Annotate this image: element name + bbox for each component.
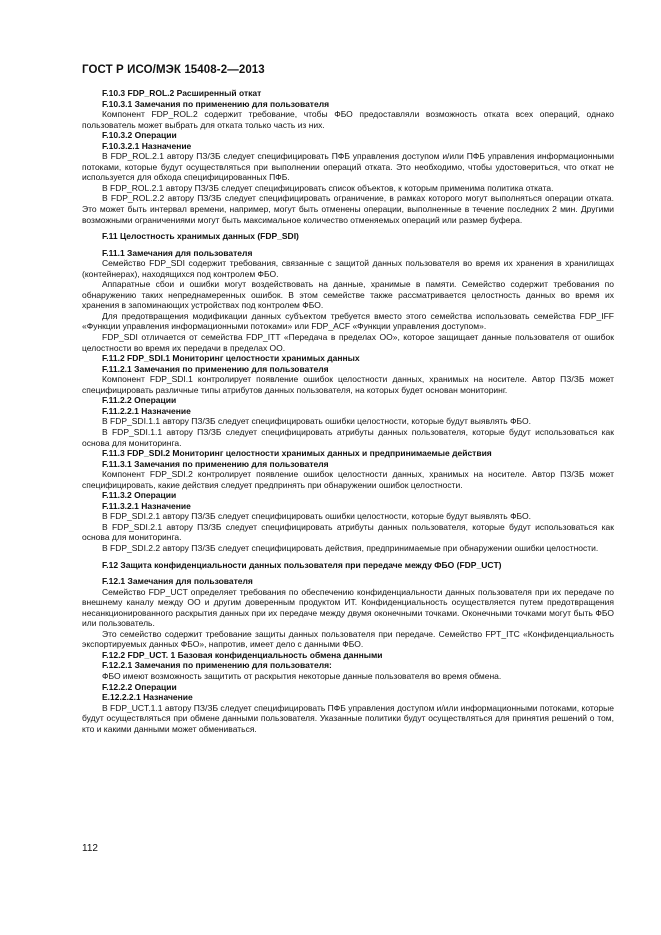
paragraph: В FDP_SDI.2.2 автору ПЗ/ЗБ следует специфицировать действия, предпринимаемые при обнаружении ошибки целостности.: [102, 542, 599, 553]
paragraph: Это семейство содержит требование защиты данных пользователя при передаче. Семейство FPT_ITC «Конфиденциальность экспортируемых данных ФБО», напротив, имеет дело с данными ФБО.: [82, 628, 614, 650]
section-heading: F.12 Защита конфиденциальности данных пользователя при передаче между ФБО (FDP_UCT): [102, 559, 502, 570]
section-heading: F.11.1 Замечания для пользователя: [102, 247, 253, 258]
section-heading: F.10.3.2.1 Назначение: [102, 140, 192, 151]
paragraph: В FDP_ROL.2.1 автору ПЗ/ЗБ следует специфицировать список объектов, к которым применима политика отката.: [102, 182, 554, 193]
section-heading: F.11.3.2 Операции: [102, 490, 177, 501]
paragraph: В FDP_SDI.1.1 автору ПЗ/ЗБ следует специфицировать ошибки целостности, которые будут выявлять ФБО.: [102, 416, 531, 427]
paragraph: ФБО имеют возможность защитить от раскрытия некоторые данные пользователя во время обмена.: [102, 670, 502, 681]
paragraph: Семейство FDP_UCT определяет требования по обеспечению конфиденциальности данных пользователя при их передаче по внешнему каналу между ОО и другим доверенным продуктом ИТ. Конфиденциальность осуществляется путем предотвращения несанкционированного раскрытия данных при их передаче между двумя оконечными точками. Оконечными точками могут быть ФБО или пользователь.: [82, 586, 614, 629]
section-heading: F.11.3 FDP_SDI.2 Мониторинг целостности хранимых данных и предпринимаемые действия: [102, 448, 492, 459]
section-heading: F.12.2 FDP_UCT. 1 Базовая конфиденциальность обмена данными: [102, 649, 383, 660]
paragraph: В FDP_ROL.2.1 автору ПЗ/ЗБ следует специфицировать ПФБ управления доступом и/или ПФБ управления информационными потоками, которые будут осуществляться при выполнении операций отката. Это необходимо, чтобы удостовериться, что откат не используется для обхода специфицированных ПФБ.: [82, 151, 614, 183]
paragraph: FDP_SDI отличается от семейства FDP_ITT «Передача в пределах ОО», которое защищает данные пользователя от ошибок целостности во время их передачи в пределах ОО.: [82, 332, 614, 353]
section-heading: F.10.3.2 Операции: [102, 130, 177, 141]
paragraph: В FDP_SDI.2.1 автору ПЗ/ЗБ следует специфицировать ошибки целостности, которые будут выявлять ФБО.: [102, 511, 531, 522]
section-heading: F.11.3.2.1 Назначение: [102, 500, 191, 511]
page-header: ГОСТ Р ИСО/МЭК 15408-2—2013: [82, 64, 265, 76]
section-heading: F.11.3.1 Замечания по применению для пользователя: [102, 458, 329, 469]
paragraph: Компонент FDP_SDI.2 контролирует появление ошибок целостности данных, хранимых на носителе. Автор ПЗ/ЗБ может специфицировать, какие действия следует предпринять при обнаружении ошибок целостности.: [82, 469, 614, 490]
section-heading: F.11.2 FDP_SDI.1 Мониторинг целостности хранимых данных: [102, 353, 360, 364]
paragraph: В FDP_SDI.1.1 автору ПЗ/ЗБ следует специфицировать атрибуты данных пользователя, которые будут использоваться как основа для мониторинга.: [82, 426, 614, 448]
section-heading: F.10.3 FDP_ROL.2 Расширенный откат: [102, 88, 262, 98]
section-heading: E.12.2.2.1 Назначение: [102, 692, 193, 703]
section-heading: F.12.2.1 Замечания по применению для пользователя:: [102, 660, 332, 671]
section-heading: F.12.1 Замечания для пользователя: [102, 576, 253, 587]
document-body: [82, 88, 614, 734]
section-heading: F.11.2.1 Замечания по применению для пользователя: [102, 363, 329, 374]
paragraph: Компонент FDP_ROL.2 содержит требование, чтобы ФБО предоставляли возможность отката всех операций, однако пользователь может выбрать для отката только часть из них.: [82, 109, 614, 130]
paragraph: Компонент FDP_SDI.1 контролирует появление ошибок целостности данных, хранимых на носителе. Автор ПЗ/ЗБ может специфицировать различные типы атрибутов данных пользователя, на которых будет основан мониторинг.: [82, 374, 614, 395]
section-heading: F.11 Целостность хранимых данных (FDP_SDI): [102, 231, 299, 242]
paragraph: В FDP_UCT.1.1 автору ПЗ/ЗБ следует специфицировать ПФБ управления доступом и/или информационными потоками, которые будут осуществляться при обмене данными пользователя. Указанные политики будут осуществляться для принятия решений о том, кто и какими данными может обмениваться.: [82, 702, 614, 734]
paragraph: Семейство FDP_SDI содержит требования, связанные с защитой данных пользователя во время их хранения в хранилищах (контейнерах), находящихся под контролем ФБО.: [82, 258, 614, 279]
section-heading: F.12.2.2 Операции: [102, 681, 177, 692]
paragraph: В FDP_ROL.2.2 автору ПЗ/ЗБ следует специфицировать ограничение, в рамках которого могут выполняться операции отката. Это может быть интервал времени, например, могут быть отменены операции, выполненные в течение последних 2 мин. Другими возможными ограничениями могут быть максимальное количество отменяемых операций или размер буфера.: [82, 193, 614, 225]
page-number: 112: [82, 843, 98, 854]
paragraph: Для предотвращения модификации данных субъектом требуется вместо этого семейства использовать семейства FDP_IFF «Функции управления информационными потоками» или FDP_ACF «Функции управления доступом».: [82, 310, 614, 332]
paragraph: Аппаратные сбои и ошибки могут воздействовать на данные, хранимые в памяти. Семейство содержит требования по обнаружению таких непреднамеренных ошибок. В этом семействе также рассматривается целостность данных во время их хранения в запоминающих устройствах под контролем ФБО.: [82, 279, 614, 311]
paragraph: В FDP_SDI.2.1 автору ПЗ/ЗБ следует специфицировать атрибуты данных пользователя, которые будут использоваться как основа для мониторинга.: [82, 521, 614, 543]
section-heading: F.11.2.2.1 Назначение: [102, 405, 191, 416]
section-heading: F.11.2.2 Операции: [102, 395, 177, 406]
section-heading: F.10.3.1 Замечания по применению для пользователя: [102, 98, 330, 109]
